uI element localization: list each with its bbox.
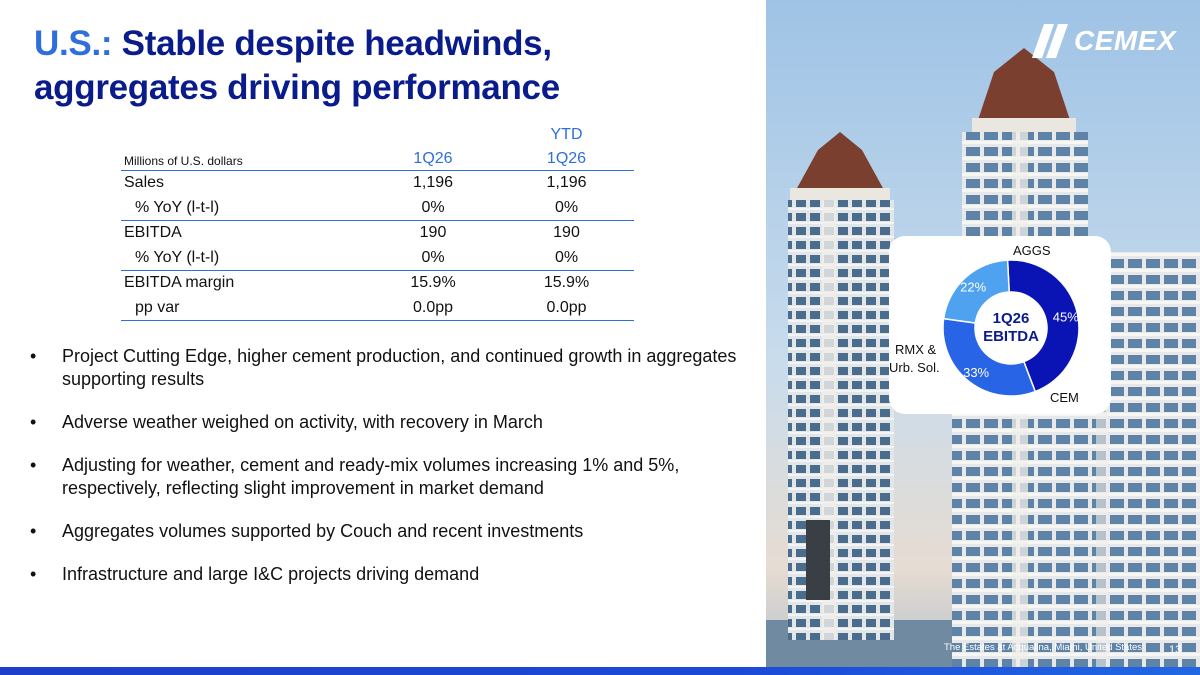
ytd-header: YTD [550,126,583,143]
photo-caption: The Estates at Acqualina, Miami, United States [944,642,1143,653]
bullet-text: Adverse weather weighed on activity, with recovery in March [62,412,543,432]
bullet-text: Aggregates volumes supported by Couch and recent investments [62,521,584,541]
page-number: 13 [1169,644,1182,656]
bullet-dot: • [30,521,37,541]
bottom-accent-bar [0,667,1200,675]
slice-name-cem: CEM [1050,390,1079,405]
row-label: EBITDA margin [124,274,235,292]
ebitda-donut-chart [889,236,1111,414]
bullet-list [30,345,750,606]
row-value-1q26: 15.9% [410,274,456,292]
row-label: % YoY (l-t-l) [121,196,367,221]
slice-name-aggs: AGGS [1013,243,1051,258]
table-row [121,296,634,321]
row-value-ytd: 0% [499,246,634,271]
donut-value-label: 22% [960,279,987,295]
col-header-ytd-1q26: 1Q26 [499,144,634,171]
cemex-logo [1032,24,1186,58]
logo-stripes-icon [1032,24,1074,58]
ebitda-donut-card [889,236,1111,414]
row-value-1q26: 0% [367,246,499,271]
row-value-ytd: 0% [499,196,634,221]
row-value-ytd: 1,196 [546,174,587,192]
row-label: Sales [124,174,165,192]
col-header-1q26: 1Q26 [367,144,499,171]
bullet-text: Infrastructure and large I&C projects driving demand [62,564,480,584]
donut-center-label-metric: EBITDA [983,328,1039,345]
row-value-1q26: 190 [419,224,447,242]
title-line1: Stable despite headwinds, [121,24,552,63]
row-value-1q26: 0.0pp [367,296,499,321]
bullet-text: Adjusting for weather, cement and ready-mix volumes increasing 1% and 5%, respectively, reflecting slight improvement in market demand [62,455,680,498]
row-value-ytd: 0.0pp [499,296,634,321]
donut-center-label-period: 1Q26 [992,310,1030,327]
table-row [121,171,634,196]
list-item [30,411,750,434]
financial-table [121,120,634,321]
row-value-ytd: 15.9% [543,274,590,292]
table-row [121,221,634,246]
bullet-dot: • [30,346,37,366]
donut-value-label: 33% [963,364,990,380]
units-label: Millions of U.S. dollars [121,144,367,171]
logo-wordmark: CEMEX [1074,25,1177,56]
list-item [30,520,750,543]
table-row [121,196,634,221]
slice-name-rmx-line1: RMX & [895,342,937,357]
donut-value-label: 45% [1052,309,1079,325]
slide-title [34,22,560,110]
title-prefix: U.S.: [34,24,113,63]
row-label: pp var [121,296,367,321]
bullet-dot: • [30,412,37,432]
table-row [121,271,634,296]
bullet-dot: • [30,455,37,475]
bullet-text: Project Cutting Edge, higher cement production, and continued growth in aggregates supporting results [62,346,737,389]
slice-name-rmx-line2: Urb. Sol. [889,360,940,375]
row-value-ytd: 190 [553,224,580,242]
list-item [30,454,750,500]
row-value-1q26: 0% [367,196,499,221]
list-item [30,345,750,391]
bullet-dot: • [30,564,37,584]
title-line2: aggregates driving performance [34,68,560,107]
row-label: % YoY (l-t-l) [121,246,367,271]
row-value-1q26: 1,196 [412,174,454,192]
table-row [121,246,634,271]
list-item [30,563,750,586]
row-label: EBITDA [124,224,182,242]
